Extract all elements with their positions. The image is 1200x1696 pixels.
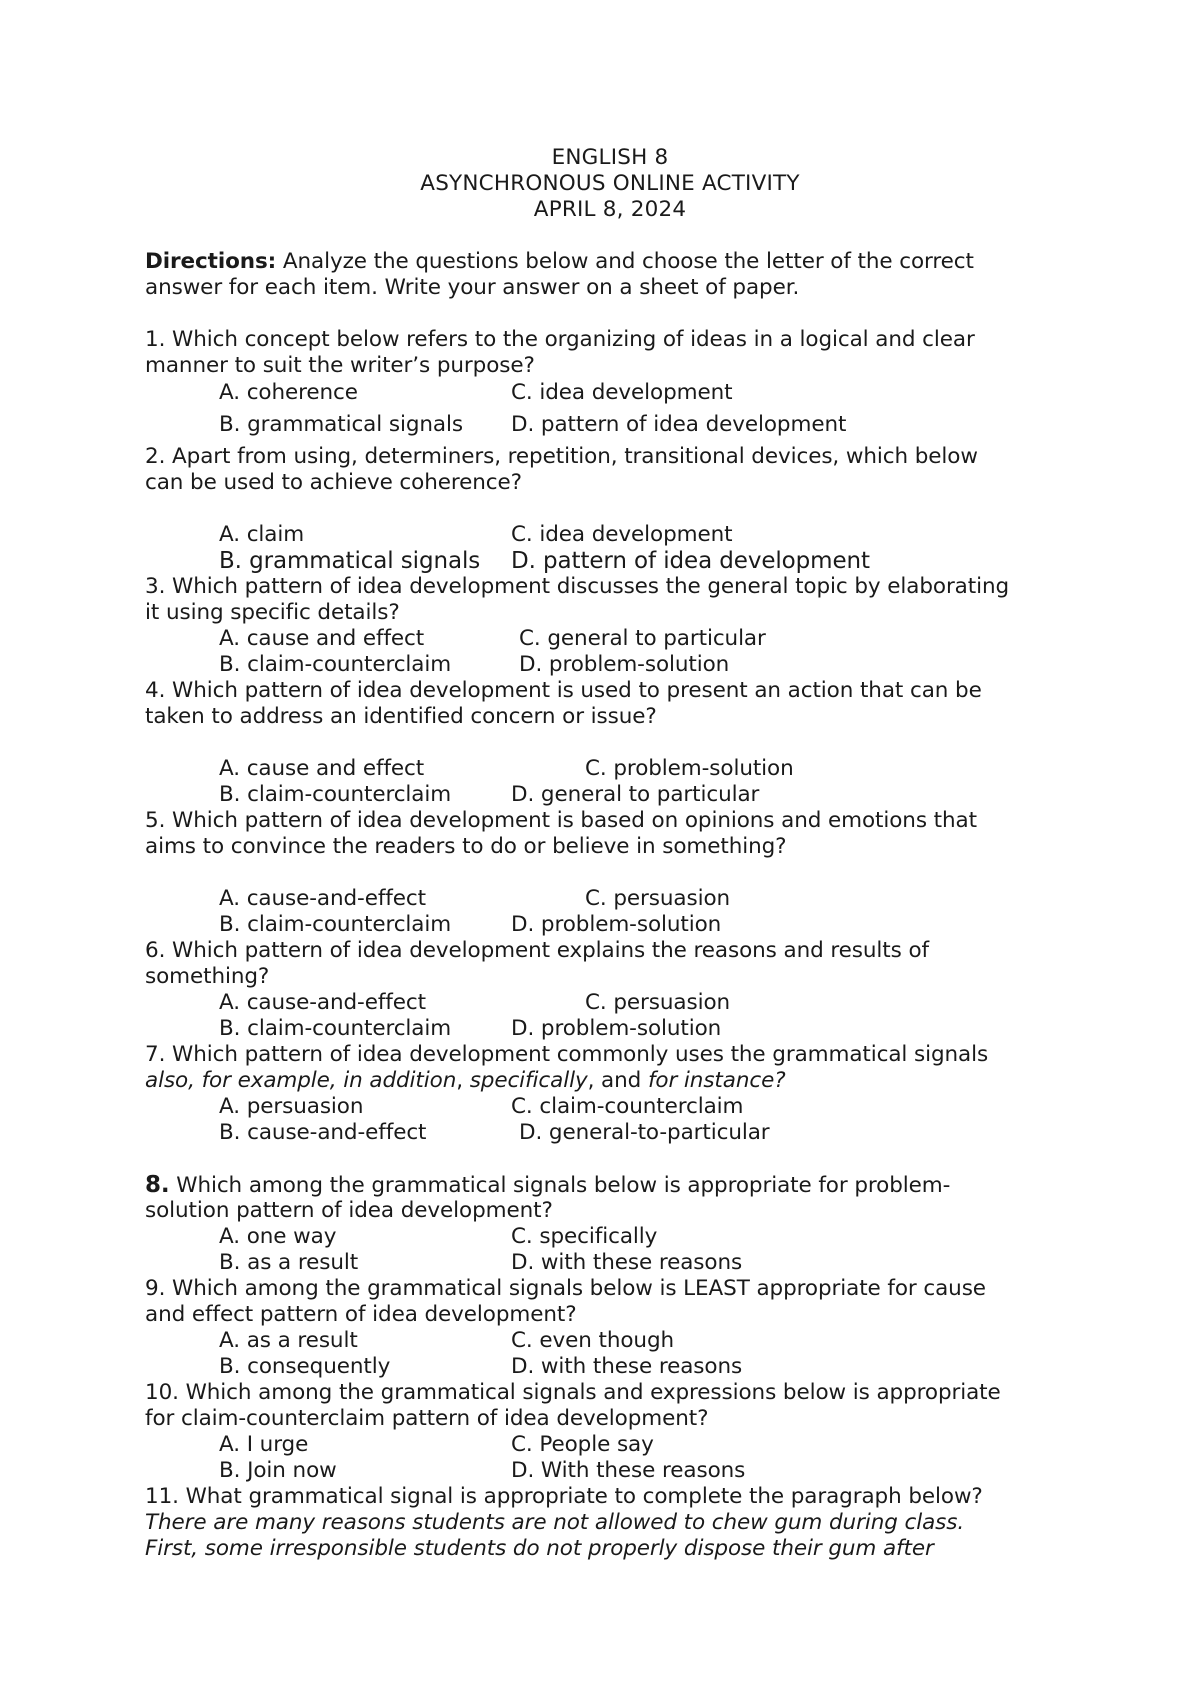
- question-8-number: 8.: [145, 1172, 170, 1198]
- question-6-option-c: C. persuasion: [585, 990, 731, 1015]
- question-7-option-d: D. general-to-particular: [519, 1120, 770, 1145]
- question-4-option-a: A. cause and effect: [219, 756, 425, 781]
- activity-title: ASYNCHRONOUS ONLINE ACTIVITY: [420, 171, 800, 196]
- course-title: ENGLISH 8: [551, 145, 669, 170]
- question-6-option-a: A. cause-and-effect: [219, 990, 426, 1015]
- question-10-option-d: D. With these reasons: [511, 1458, 746, 1483]
- question-6-option-d: D. problem-solution: [511, 1016, 722, 1041]
- question-1-option-a: A. coherence: [219, 380, 358, 405]
- directions-label: Directions:: [145, 249, 277, 274]
- question-6-option-b: B. claim-counterclaim: [219, 1016, 452, 1041]
- question-2-option-d: D. pattern of idea development: [511, 548, 870, 574]
- question-7-option-b: B. cause-and-effect: [219, 1120, 427, 1145]
- question-2-line-2: can be used to achieve coherence?: [145, 470, 522, 495]
- question-7-line-2: [145, 1068, 1075, 1094]
- question-10-line-1: 10. Which among the grammatical signals and expressions below is appropriate: [145, 1380, 1001, 1405]
- question-3-line-1: 3. Which pattern of idea development discusses the general topic by elaborating: [145, 574, 1010, 599]
- question-3-option-d: D. problem-solution: [519, 652, 730, 677]
- question-2-line-1: 2. Apart from using, determiners, repetition, transitional devices, which below: [145, 444, 978, 469]
- question-2-option-b: B. grammatical signals: [219, 548, 481, 574]
- question-4-option-d: D. general to particular: [511, 782, 760, 807]
- connector-text: , and: [587, 1068, 648, 1093]
- question-7-line-1: 7. Which pattern of idea development commonly uses the grammatical signals: [145, 1042, 989, 1067]
- separator-text: ,: [456, 1068, 470, 1093]
- question-9-option-d: D. with these reasons: [511, 1354, 743, 1379]
- question-5-line-2: aims to convince the readers to do or believe in something?: [145, 834, 787, 859]
- question-3-option-c: C. general to particular: [519, 626, 766, 651]
- question-8-line-1: [145, 1172, 1075, 1199]
- question-5-line-1: 5. Which pattern of idea development is based on opinions and emotions that: [145, 808, 977, 833]
- question-9-line-1: 9. Which among the grammatical signals below is LEAST appropriate for cause: [145, 1276, 986, 1301]
- question-6-line-1: 6. Which pattern of idea development explains the reasons and results of: [145, 938, 929, 963]
- question-5-option-b: B. claim-counterclaim: [219, 912, 452, 937]
- question-1-line-2: manner to suit the writer’s purpose?: [145, 353, 535, 378]
- question-8-text: Which among the grammatical signals below is appropriate for problem-: [169, 1173, 951, 1198]
- question-4-option-c: C. problem-solution: [585, 756, 794, 781]
- question-9-option-c: C. even though: [511, 1328, 675, 1353]
- question-9-option-a: A. as a result: [219, 1328, 358, 1353]
- question-6-line-2: something?: [145, 964, 270, 989]
- question-1-option-c: C. idea development: [511, 380, 733, 405]
- question-10-option-b: B. Join now: [219, 1458, 337, 1483]
- question-11-paragraph-line-1: There are many reasons students are not allowed to chew gum during class.: [145, 1510, 965, 1535]
- question-5-option-c: C. persuasion: [585, 886, 731, 911]
- question-3-line-2: it using specific details?: [145, 600, 400, 625]
- document-header: [145, 145, 1075, 223]
- question-4-line-2: taken to address an identified concern or issue?: [145, 704, 657, 729]
- signal-list-text: also, for example, in addition: [145, 1068, 457, 1093]
- question-5-option-a: A. cause-and-effect: [219, 886, 426, 911]
- question-5-option-d: D. problem-solution: [511, 912, 722, 937]
- question-11-paragraph-line-2: First, some irresponsible students do not properly dispose their gum after: [145, 1536, 934, 1561]
- question-8-option-d: D. with these reasons: [511, 1250, 743, 1275]
- question-1-option-b: B. grammatical signals: [219, 412, 463, 437]
- question-4-option-b: B. claim-counterclaim: [219, 782, 452, 807]
- question-1-option-d: D. pattern of idea development: [511, 412, 847, 437]
- activity-date: APRIL 8, 2024: [533, 197, 687, 222]
- question-7-option-c: C. claim-counterclaim: [511, 1094, 744, 1119]
- question-8-option-a: A. one way: [219, 1224, 337, 1249]
- question-1-line-1: 1. Which concept below refers to the organizing of ideas in a logical and clear: [145, 327, 975, 352]
- directions-text: Analyze the questions below and choose the letter of the correct: [276, 249, 974, 274]
- question-3-option-b: B. claim-counterclaim: [219, 652, 452, 677]
- signal-text: specifically: [469, 1068, 588, 1093]
- directions: [145, 249, 1075, 301]
- question-7-option-a: A. persuasion: [219, 1094, 364, 1119]
- signal-text-last: for instance?: [647, 1068, 786, 1093]
- question-3-option-a: A. cause and effect: [219, 626, 425, 651]
- question-9-option-b: B. consequently: [219, 1354, 391, 1379]
- question-9-line-2: and effect pattern of idea development?: [145, 1302, 577, 1327]
- directions-text-2: answer for each item. Write your answer on a sheet of paper.: [145, 275, 800, 300]
- question-8-option-b: B. as a result: [219, 1250, 359, 1275]
- question-10-option-c: C. People say: [511, 1432, 654, 1457]
- question-2-option-c: C. idea development: [511, 522, 733, 547]
- question-2-option-a: A. claim: [219, 522, 305, 547]
- question-4-line-1: 4. Which pattern of idea development is used to present an action that can be: [145, 678, 982, 703]
- question-10-option-a: A. I urge: [219, 1432, 309, 1457]
- question-10-line-2: for claim-counterclaim pattern of idea development?: [145, 1406, 709, 1431]
- question-8-option-c: C. specifically: [511, 1224, 658, 1249]
- question-11-line-1: 11. What grammatical signal is appropriate to complete the paragraph below?: [145, 1484, 983, 1509]
- question-8-line-2: solution pattern of idea development?: [145, 1198, 553, 1223]
